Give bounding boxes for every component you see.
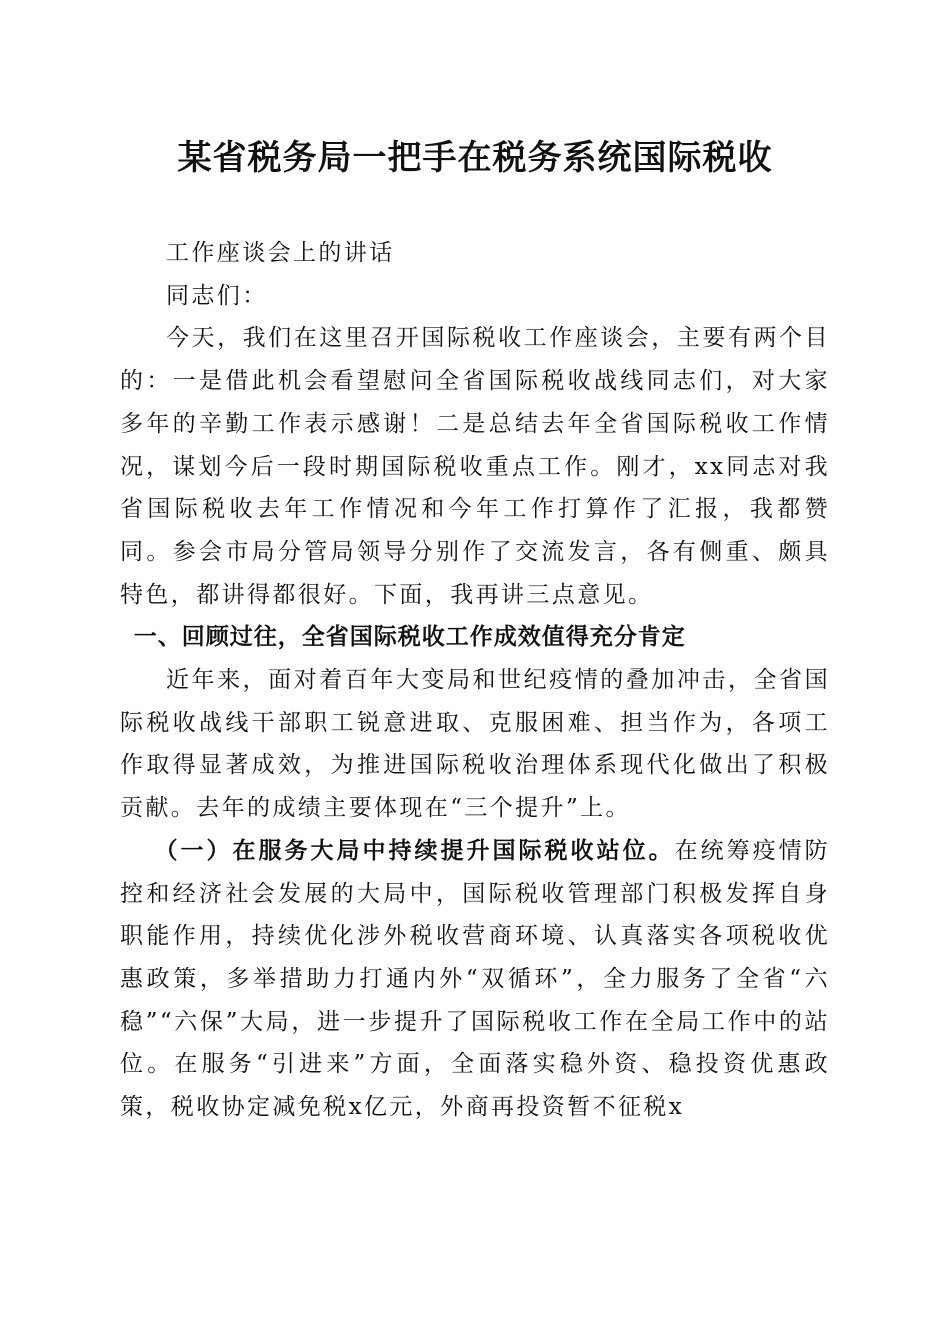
document-body — [120, 232, 830, 1129]
subsection-1-text: 在统筹疫情防控和经济社会发展的大局中，国际税收管理部门积极发挥自身职能作用，持续优化涉外税收营商环境、认真落实各项税收优惠政策，多举措助力打通内外“双循环”，全力服务了全省“六稳”“六保”大局，进一步提升了国际税收工作在全局工作中的站位。在服务“引进来”方面，全面落实稳外资、稳投资优惠政策，税收协定减免税x亿元，外商再投资暂不征税x — [120, 837, 830, 1121]
salutation: 同志们： — [166, 282, 268, 309]
section-1-paragraph: 近年来，面对着百年大变局和世纪疫情的叠加冲击，全省国际税收战线干部职工锐意进取、克服困难、担当作为，各项工作取得显著成效，为推进国际税收治理体系现代化做出了积极贡献。去年的成绩主要体现在“三个提升”上。 — [120, 667, 830, 822]
subsection-1-lead: （一）在服务大局中持续提升国际税收站位。 — [154, 836, 675, 864]
section-heading-1: 一、回顾过往，全省国际税收工作成效值得充分肯定 — [133, 624, 686, 651]
document-title: 某省税务局一把手在税务系统国际税收 — [177, 138, 773, 178]
subsection-1-paragraph — [120, 830, 830, 1129]
document-subtitle: 工作座谈会上的讲话 — [166, 240, 395, 266]
intro-paragraph: 今天，我们在这里召开国际税收工作座谈会，主要有两个目的：一是借此机会看望慰问全省国际税收战线同志们，对大家多年的辛勤工作表示感谢！二是总结去年全省国际税收工作情况，谋划今后一段时期国际税收重点工作。刚才，xx同志对我省国际税收去年工作情况和今年工作打算作了汇报，我都赞同。参会市局分管局领导分别作了交流发言，各有侧重、颇具特色，都讲得都很好。下面，我再讲三点意见。 — [120, 325, 830, 608]
